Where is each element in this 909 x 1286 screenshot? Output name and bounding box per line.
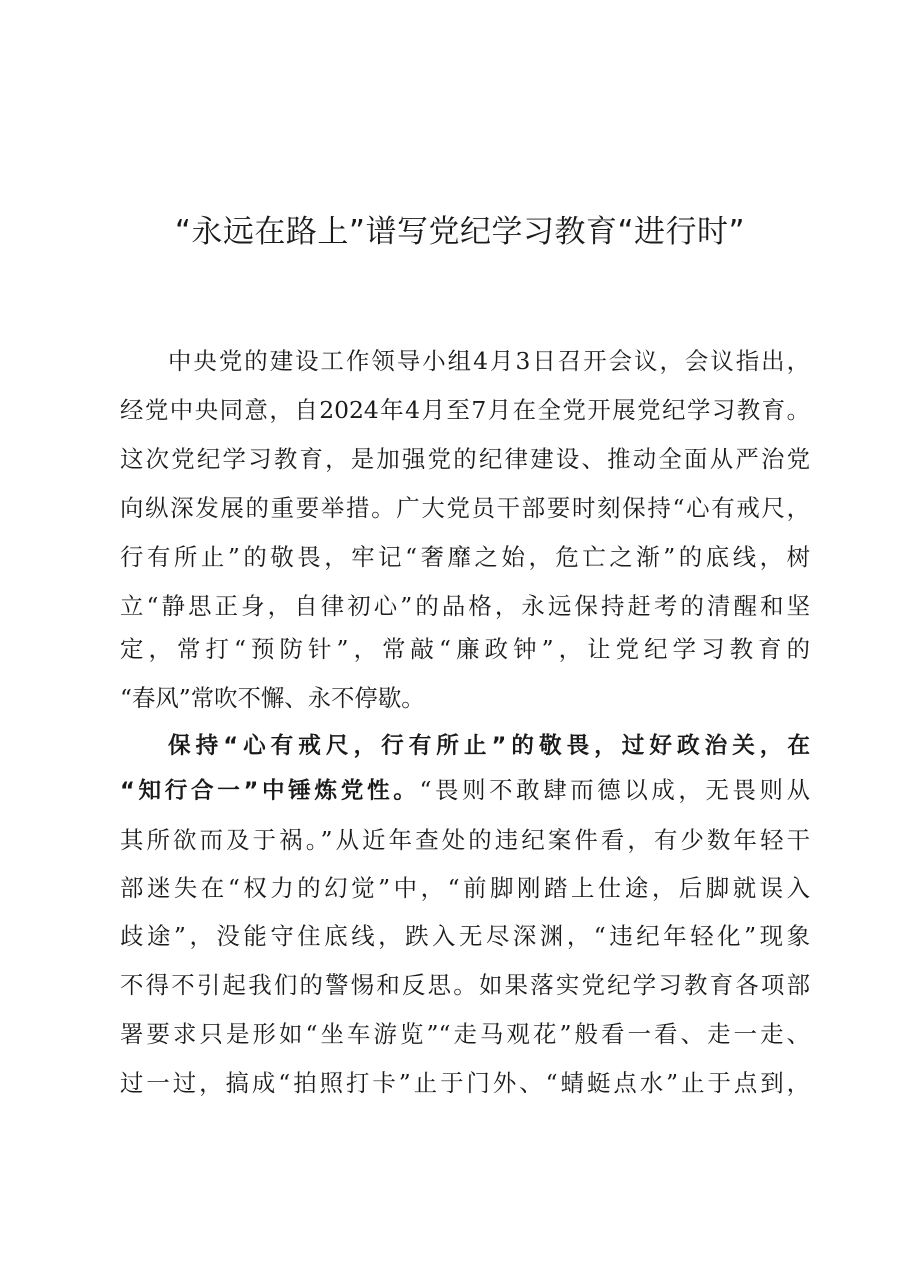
paragraph-line: 向纵深发展的重要举措。广大党员干部要时刻保持“心有戒尺， xyxy=(120,494,810,522)
paragraph-line: 部迷失在“权力的幻觉”中，“前脚刚踏上仕途，后脚就误入 xyxy=(120,874,810,902)
paragraph-line: 经党中央同意，自2024年4月至7月在全党开展党纪学习教育。 xyxy=(120,396,810,424)
quote-text: “畏则不敢肆而德以成，无畏则从 xyxy=(419,776,810,804)
heading-phrase: “知行合一”中锤炼党性。 xyxy=(120,778,420,804)
paragraph-line: 其所欲而及于祸。”从近年查处的违纪案件看，有少数年轻干 xyxy=(120,826,810,854)
paragraph-line: 中央党的建设工作领导小组4月3日召开会议，会议指出， xyxy=(168,347,810,375)
paragraph-line: “春风”常吹不懈、永不停歇。 xyxy=(120,684,425,712)
paragraph-line: 署要求只是形如“坐车游览”“走马观花”般看一看、走一走、 xyxy=(120,1020,810,1048)
paragraph-line: 歧途”，没能守住底线，跌入无尽深渊，“违纪年轻化”现象 xyxy=(120,922,810,950)
paragraph-line: 不得不引起我们的警惕和反思。如果落实党纪学习教育各项部 xyxy=(120,971,810,999)
paragraph-line-mixed xyxy=(120,773,810,807)
paragraph-line: 行有所止”的敬畏，牢记“奢靡之始，危亡之渐”的底线，树 xyxy=(120,543,810,571)
paragraph-line: 过一过，搞成“拍照打卡”止于门外、“蜻蜓点水”止于点到， xyxy=(120,1069,810,1097)
paragraph-line: 这次党纪学习教育，是加强党的纪律建设、推动全面从严治党 xyxy=(120,445,810,473)
paragraph-line: 立“静思正身，自律初心”的品格，永远保持赶考的清醒和坚 xyxy=(120,592,810,620)
document-title: “永远在路上”谱写党纪学习教育“进行时” xyxy=(174,214,746,250)
paragraph-heading-line: 保持“心有戒尺，行有所止”的敬畏，过好政治关，在 xyxy=(168,733,810,759)
paragraph-line: 定，常打“预防针”，常敲“廉政钟”，让党纪学习教育的 xyxy=(120,635,810,663)
